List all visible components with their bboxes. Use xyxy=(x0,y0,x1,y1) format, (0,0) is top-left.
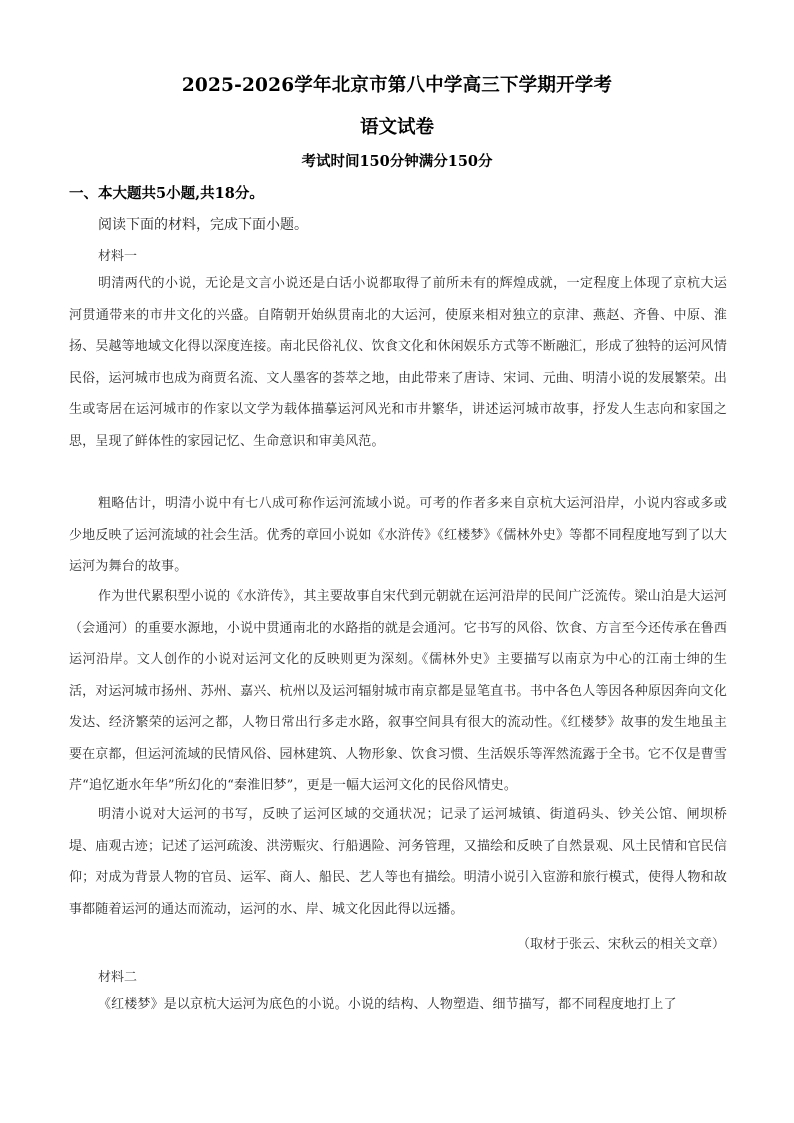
material2-paragraph-1: 《红楼梦》是以京杭大运河为底色的小说。小说的结构、人物塑造、细节描写，都不同程度地打上了 xyxy=(98,997,677,1012)
material1-paragraph-4: 明清小说对大运河的书写，反映了运河区域的交通状况；记录了运河城镇、街道码头、钞关公馆、闸坝桥堤、庙观古迹；记述了运河疏浚、洪涝赈灾、行船遇险、河务管理，又描绘和反映了自然景观、风土民情和官民信仰；对成为背景人物的官员、运军、商人、船民、艺人等也有描绘。明清小说引入宦游和旅行模式，使得人物和故事都随着运河的通达而流动，运河的水、岸、城文化因此得以远播。 xyxy=(69,807,727,917)
material1-paragraph-3: 作为世代累积型小说的《水浒传》，其主要故事自宋代到元朝就在运河沿岸的民间广泛流传。梁山泊是大运河（会通河）的重要水源地，小说中贯通南北的水路指的就是会通河。它书写的风俗、饮食、方言至今还传承在鲁西运河沿岸。文人创作的小说对运河文化的反映则更为深刻。《儒林外史》主要描写以南京为中心的江南士绅的生活，对运河城市扬州、苏州、嘉兴、杭州以及运河辐射城市南京都是显笔直书。书中各色人等因各种原因奔向文化发达、经济繁荣的运河之都，人物日常出行多走水路，叙事空间具有很大的流动性。《红楼梦》故事的发生地虽主要在京都，但运河流域的民情风俗、园林建筑、人物形象、饮食习惯、生活娱乐等浑然流露于全书。它不仅是曹雪芹“追忆逝水年华”所幻化的“秦淮旧梦”，更是一幅大运河文化的民俗风情史。 xyxy=(69,589,727,793)
exam-subject: 语文试卷 xyxy=(359,117,434,138)
material1-paragraph-2: 粗略估计，明清小说中有七八成可称作运河流域小说。可考的作者多来自京杭大运河沿岸，小说内容或多或少地反映了运河流域的社会生活。优秀的章回小说如《水浒传》《红楼梦》《儒林外史》等都不同程度地写到了以大运河为舞台的故事。 xyxy=(69,496,727,574)
material1-label: 材料一 xyxy=(98,249,138,264)
exam-info: 考试时间150分钟满分150分 xyxy=(301,153,493,170)
section-heading: 一、本大题共5小题,共18分。 xyxy=(69,185,264,202)
exam-title: 2025-2026学年北京市第八中学高三下学期开学考 xyxy=(181,75,613,96)
material1-paragraph-1: 明清两代的小说，无论是文言小说还是白话小说都取得了前所未有的辉煌成就，一定程度上体现了京杭大运河贯通带来的市井文化的兴盛。自隋朝开始纵贯南北的大运河，使原来相对独立的京津、燕赵、齐鲁、中原、淮扬、吴越等地域文化得以深度连接。南北民俗礼仪、饮食文化和休闲娱乐方式等不断融汇，形成了独特的运河风情民俗，运河城市也成为商贾名流、文人墨客的荟萃之地，由此带来了唐诗、宋词、元曲、明清小说的发展繁荣。出生或寄居在运河城市的作家以文学为载体描摹运河风光和市井繁华，讲述运河城市故事，抒发人生志向和家国之思，呈现了鲜体性的家园记忆、生命意识和审美风范。 xyxy=(69,276,727,449)
material2-label: 材料二 xyxy=(98,970,138,985)
material1-source: （取材于张云、宋秋云的相关文章） xyxy=(516,937,725,952)
section-instruction: 阅读下面的材料，完成下面小题。 xyxy=(98,217,308,233)
